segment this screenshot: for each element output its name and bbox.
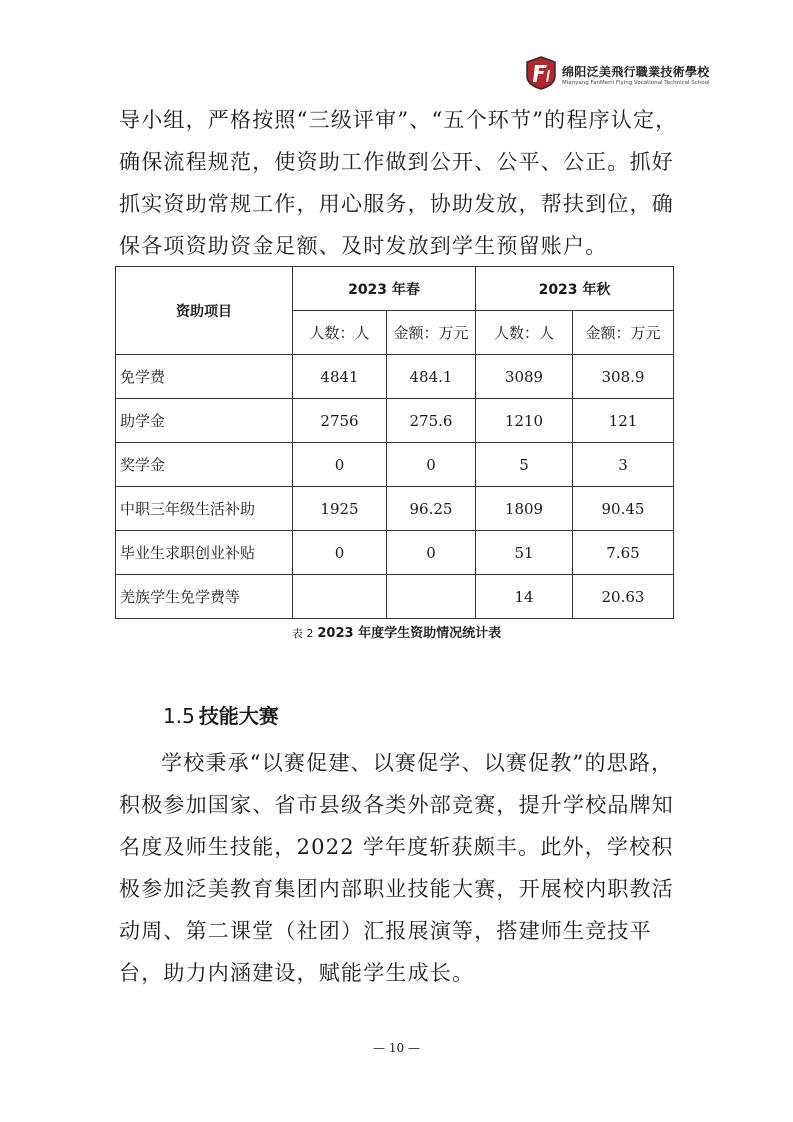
row-item: 奖学金 — [116, 443, 293, 487]
autumn-amount: 121 — [573, 399, 674, 443]
subheader-autumn-people: 人数：人 — [476, 311, 573, 355]
spring-people — [293, 575, 387, 619]
header-item: 资助项目 — [116, 267, 293, 355]
autumn-people: 1809 — [476, 487, 573, 531]
spring-people: 0 — [293, 531, 387, 575]
autumn-amount: 20.63 — [573, 575, 674, 619]
spring-amount: 484.1 — [387, 355, 476, 399]
autumn-people: 14 — [476, 575, 573, 619]
caption-prefix: 表 2 — [291, 627, 314, 640]
table-row — [116, 399, 674, 443]
intro-paragraph: 导小组，严格按照“三级评审”、“五个环节”的程序认定，确保流程规范，使资助工作做到公开、公平、公正。抓好抓实资助常规工作，用心服务，协助发放，帮扶到位，确保各项资助资金足额、及时发放到学生预留账户。 — [119, 108, 678, 258]
spring-people: 0 — [293, 443, 387, 487]
table-caption — [0, 622, 793, 641]
spring-people: 1925 — [293, 487, 387, 531]
spring-amount: 0 — [387, 531, 476, 575]
autumn-amount: 308.9 — [573, 355, 674, 399]
spring-people: 4841 — [293, 355, 387, 399]
table-row — [116, 575, 674, 619]
school-name-en: Mianyang FanMerri Flying Vocational Technical School — [562, 80, 710, 86]
subheader-spring-people: 人数：人 — [293, 311, 387, 355]
autumn-amount: 90.45 — [573, 487, 674, 531]
school-name: 绵阳泛美飛行職業技術學校 — [562, 65, 710, 79]
spring-amount — [387, 575, 476, 619]
autumn-amount: 7.65 — [573, 531, 674, 575]
subheader-spring-amount: 金额：万元 — [387, 311, 476, 355]
section-heading — [163, 700, 279, 729]
row-item: 毕业生求职创业补贴 — [116, 531, 293, 575]
subheader-autumn-amount: 金额：万元 — [573, 311, 674, 355]
table-row — [116, 443, 674, 487]
table-row — [116, 531, 674, 575]
header-spring: 2023 年春 — [293, 267, 476, 311]
row-item: 免学费 — [116, 355, 293, 399]
header-autumn: 2023 年秋 — [476, 267, 674, 311]
autumn-people: 51 — [476, 531, 573, 575]
page-number: — 10 — — [373, 1041, 420, 1055]
row-item: 助学金 — [116, 399, 293, 443]
spring-amount: 96.25 — [387, 487, 476, 531]
autumn-people: 1210 — [476, 399, 573, 443]
aid-statistics-table — [115, 266, 674, 619]
school-logo — [526, 56, 556, 90]
section-number: 1.5 — [163, 704, 195, 728]
spring-amount: 275.6 — [387, 399, 476, 443]
table-header-row — [116, 267, 674, 311]
row-item: 羌族学生免学费等 — [116, 575, 293, 619]
spring-amount: 0 — [387, 443, 476, 487]
section-paragraph: 学校秉承“以赛促建、以赛促学、以赛促教”的思路，积极参加国家、省市县级各类外部竞赛，提升学校品牌知名度及师生技能，2022 学年度斩获颇丰。此外，学校积极参加泛美教育集团内部职业技能大赛，开展校内职教活动周、第二课堂（社团）汇报展演等，搭建师生竞技平台，助力内涵建设，赋能学生成长。 — [119, 751, 674, 985]
table-row — [116, 355, 674, 399]
table-row — [116, 487, 674, 531]
autumn-people: 5 — [476, 443, 573, 487]
spring-people: 2756 — [293, 399, 387, 443]
header — [562, 66, 710, 87]
row-item: 中职三年级生活补助 — [116, 487, 293, 531]
section-title: 技能大赛 — [198, 704, 279, 728]
autumn-people: 3089 — [476, 355, 573, 399]
autumn-amount: 3 — [573, 443, 674, 487]
caption-text: 2023 年度学生资助情况统计表 — [317, 626, 502, 641]
